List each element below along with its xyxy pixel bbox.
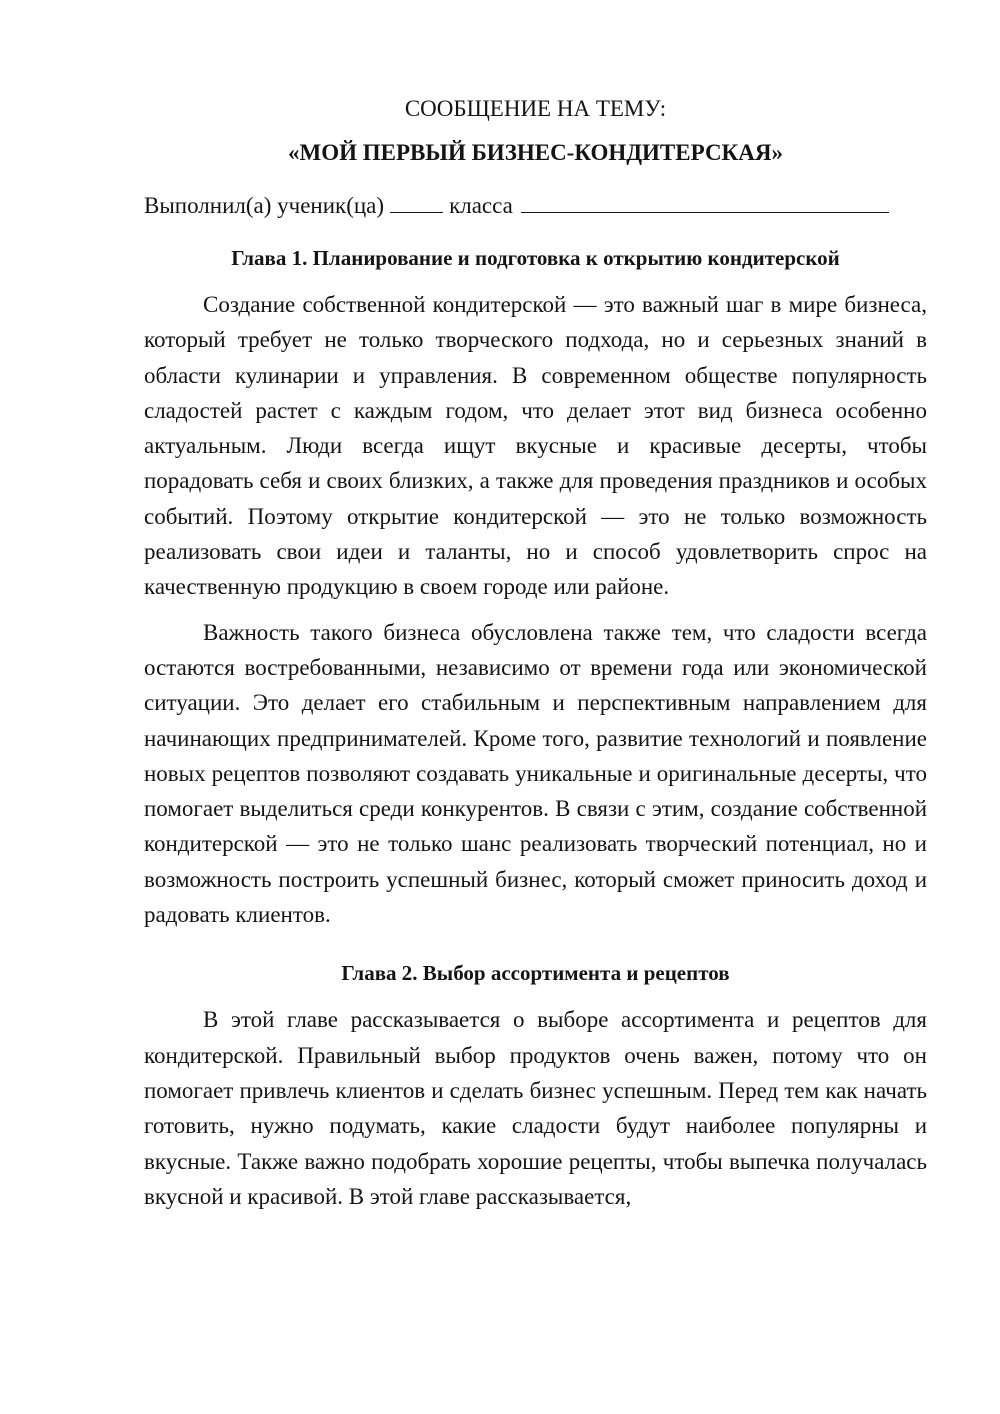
name-blank bbox=[521, 190, 889, 213]
document-title-line2: «МОЙ ПЕРВЫЙ БИЗНЕС-КОНДИТЕРСКАЯ» bbox=[288, 140, 783, 165]
chapter2-paragraph: В этой главе рассказывается о выборе ассортимента и рецептов для кондитерской. Правильный выбор продуктов очень важен, потому что он помогает привлечь клиентов и сделать бизнес успешным. Перед тем как начать готовить, нужно подумать, какие сладости будут наиболее популярны и вкусные. Также важно подобрать хорошие рецепты, чтобы выпечка получалась вкусной и красивой. В этой главе рассказывается, bbox=[144, 1007, 927, 1209]
author-prefix: Выполнил(а) ученик(ца) bbox=[144, 193, 385, 218]
chapter2-heading: Глава 2. Выбор ассортимента и рецептов bbox=[341, 961, 730, 986]
grade-blank bbox=[390, 190, 443, 213]
author-middle: класса bbox=[449, 193, 513, 218]
document-content bbox=[144, 94, 927, 1214]
chapter1-heading: Глава 1. Планирование и подготовка к открытию кондитерской bbox=[231, 246, 840, 270]
chapter1-paragraph: Создание собственной кондитерской — это важный шаг в мире бизнеса, который требует не только творческого подхода, но и серьезных знаний в области кулинарии и управления. В современном обществе популярность сладостей растет с каждым годом, что делает этот вид бизнеса особенно актуальным. Люди всегда ищут вкусные и красивые десерты, чтобы порадовать себя и своих близких, а также для проведения праздников и особых событий. Поэтому открытие кондитерской — это не только возможность реализовать свои идеи и таланты, но и способ удовлетворить спрос на качественную продукцию в своем городе или районе. bbox=[144, 292, 927, 600]
chapter1-paragraph: Важность такого бизнеса обусловлена также тем, что сладости всегда остаются востребованными, независимо от времени года или экономической ситуации. Это делает его стабильным и перспективным направлением для начинающих предпринимателей. Кроме того, развитие технологий и появление новых рецептов позволяют создавать уникальные и оригинальные десерты, что помогает выделиться среди конкурентов. В связи с этим, создание собственной кондитерской — это не только шанс реализовать творческий потенциал, но и возможность построить успешный бизнес, который сможет приносить доход и радовать клиентов. bbox=[144, 619, 927, 928]
author-line bbox=[144, 190, 927, 221]
document-title-line1: СООБЩЕНИЕ НА ТЕМУ: bbox=[404, 96, 667, 121]
